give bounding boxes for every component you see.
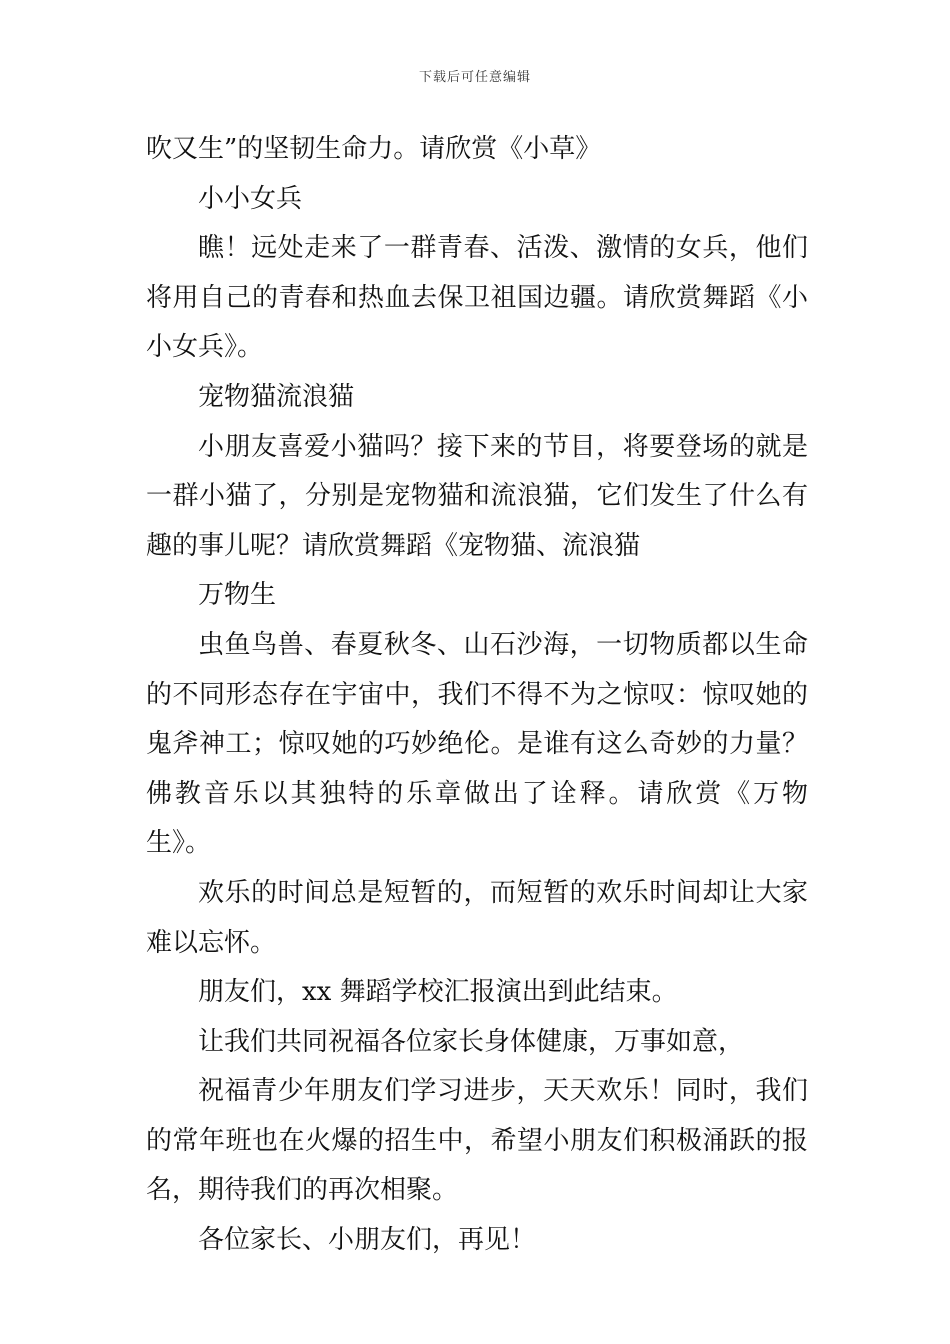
paragraph-closing-3: 让我们共同祝福各位家长身体健康，万事如意， [198, 1026, 745, 1057]
paragraph-closing-2: 朋友们，xx 舞蹈学校汇报演出到此结束。 [198, 977, 678, 1008]
page-header: 下载后可任意编辑 [418, 70, 531, 85]
paragraph-chongwumao: 小朋友喜爱小猫吗？接下来的节目，将要登场的就是一群小猫了，分别是宠物猫和流浪猫，它们发生了什么有趣的事儿呢？请欣赏舞蹈《宠物猫、流浪猫 [146, 431, 808, 561]
paragraph-closing-4: 祝福青少年朋友们学习进步，天天欢乐！同时，我们的常年班也在火爆的招生中，希望小朋友们积极涌跃的报名，期待我们的再次相聚。 [146, 1076, 808, 1206]
section-title-xiaoxiao-nvbing: 小小女兵 [198, 183, 303, 214]
document-body [146, 125, 808, 1266]
paragraph-continuation: 吹又生”的坚韧生命力。请欣赏《小草》 [146, 134, 602, 164]
paragraph-closing-1: 欢乐的时间总是短暂的，而短暂的欢乐时间却让大家难以忘怀。 [146, 877, 808, 958]
section-title-wanwusheng: 万物生 [198, 580, 277, 611]
paragraph-xiaoxiao-nvbing: 瞧！远处走来了一群青春、活泼、激情的女兵，他们将用自己的青春和热血去保卫祖国边疆。请欣赏舞蹈《小小女兵》。 [146, 233, 808, 363]
paragraph-wanwusheng: 虫鱼鸟兽、春夏秋冬、山石沙海，一切物质都以生命的不同形态存在宇宙中，我们不得不为之惊叹：惊叹她的鬼斧神工；惊叹她的巧妙绝伦。是谁有这么奇妙的力量？佛教音乐以其独特的乐章做出了诠释。请欣赏《万物生》。 [146, 629, 808, 859]
paragraph-farewell: 各位家长、小朋友们，再见！ [198, 1225, 537, 1256]
section-title-chongwumao: 宠物猫流浪猫 [198, 381, 355, 412]
